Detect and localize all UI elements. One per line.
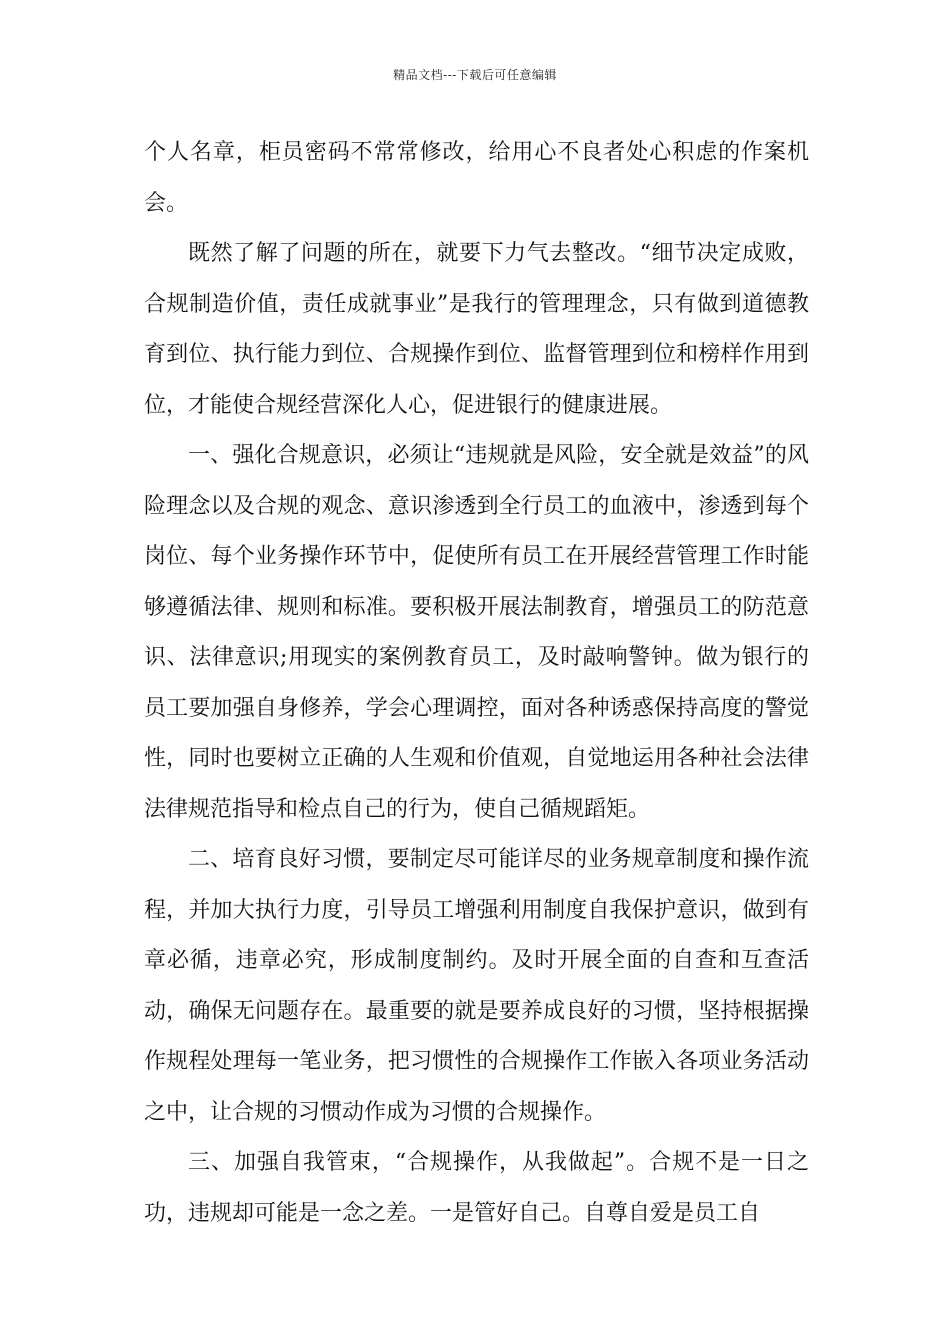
page-header: 精品文档---下载后可任意编辑 <box>393 68 557 82</box>
paragraph-continuation: 个人名章，柜员密码不常常修改，给用心不良者处心积虑的作案机会。 <box>144 140 809 216</box>
paragraph-point-three: 三、加强自我管束，“合规操作，从我做起”。合规不是一日之功，违规却可能是一念之差。一是管好自己。自尊自爱是员工自 <box>144 1150 809 1226</box>
paragraph-intro: 既然了解了问题的所在，就要下力气去整改。“细节决定成败，合规制造价值，责任成就事业”是我行的管理理念，只有做到道德教育到位、执行能力到位、合规操作到位、监督管理到位和榜样作用到位，才能使合规经营深化人心，促进银行的健康进展。 <box>144 241 809 418</box>
paragraph-point-one: 一、强化合规意识，必须让“违规就是风险，安全就是效益”的风险理念以及合规的观念、意识渗透到全行员工的血液中，渗透到每个岗位、每个业务操作环节中，促使所有员工在开展经营管理工作时能够遵循法律、规则和标准。要积极开展法制教育，增强员工的防范意识、法律意识;用现实的案例教育员工，及时敲响警钟。做为银行的员工要加强自身修养，学会心理调控，面对各种诱惑保持高度的警觉性，同时也要树立正确的人生观和价值观，自觉地运用各种社会法律法律规范指导和检点自己的行为，使自己循规蹈矩。 <box>144 443 809 822</box>
document-body <box>144 128 809 1239</box>
paragraph-point-two: 二、培育良好习惯，要制定尽可能详尽的业务规章制度和操作流程，并加大执行力度，引导员工增强利用制度自我保护意识，做到有章必循，违章必究，形成制度制约。及时开展全面的自查和互查活动，确保无问题存在。最重要的就是要养成良好的习惯，坚持根据操作规程处理每一笔业务，把习惯性的合规操作工作嵌入各项业务活动之中，让合规的习惯动作成为习惯的合规操作。 <box>144 847 809 1125</box>
